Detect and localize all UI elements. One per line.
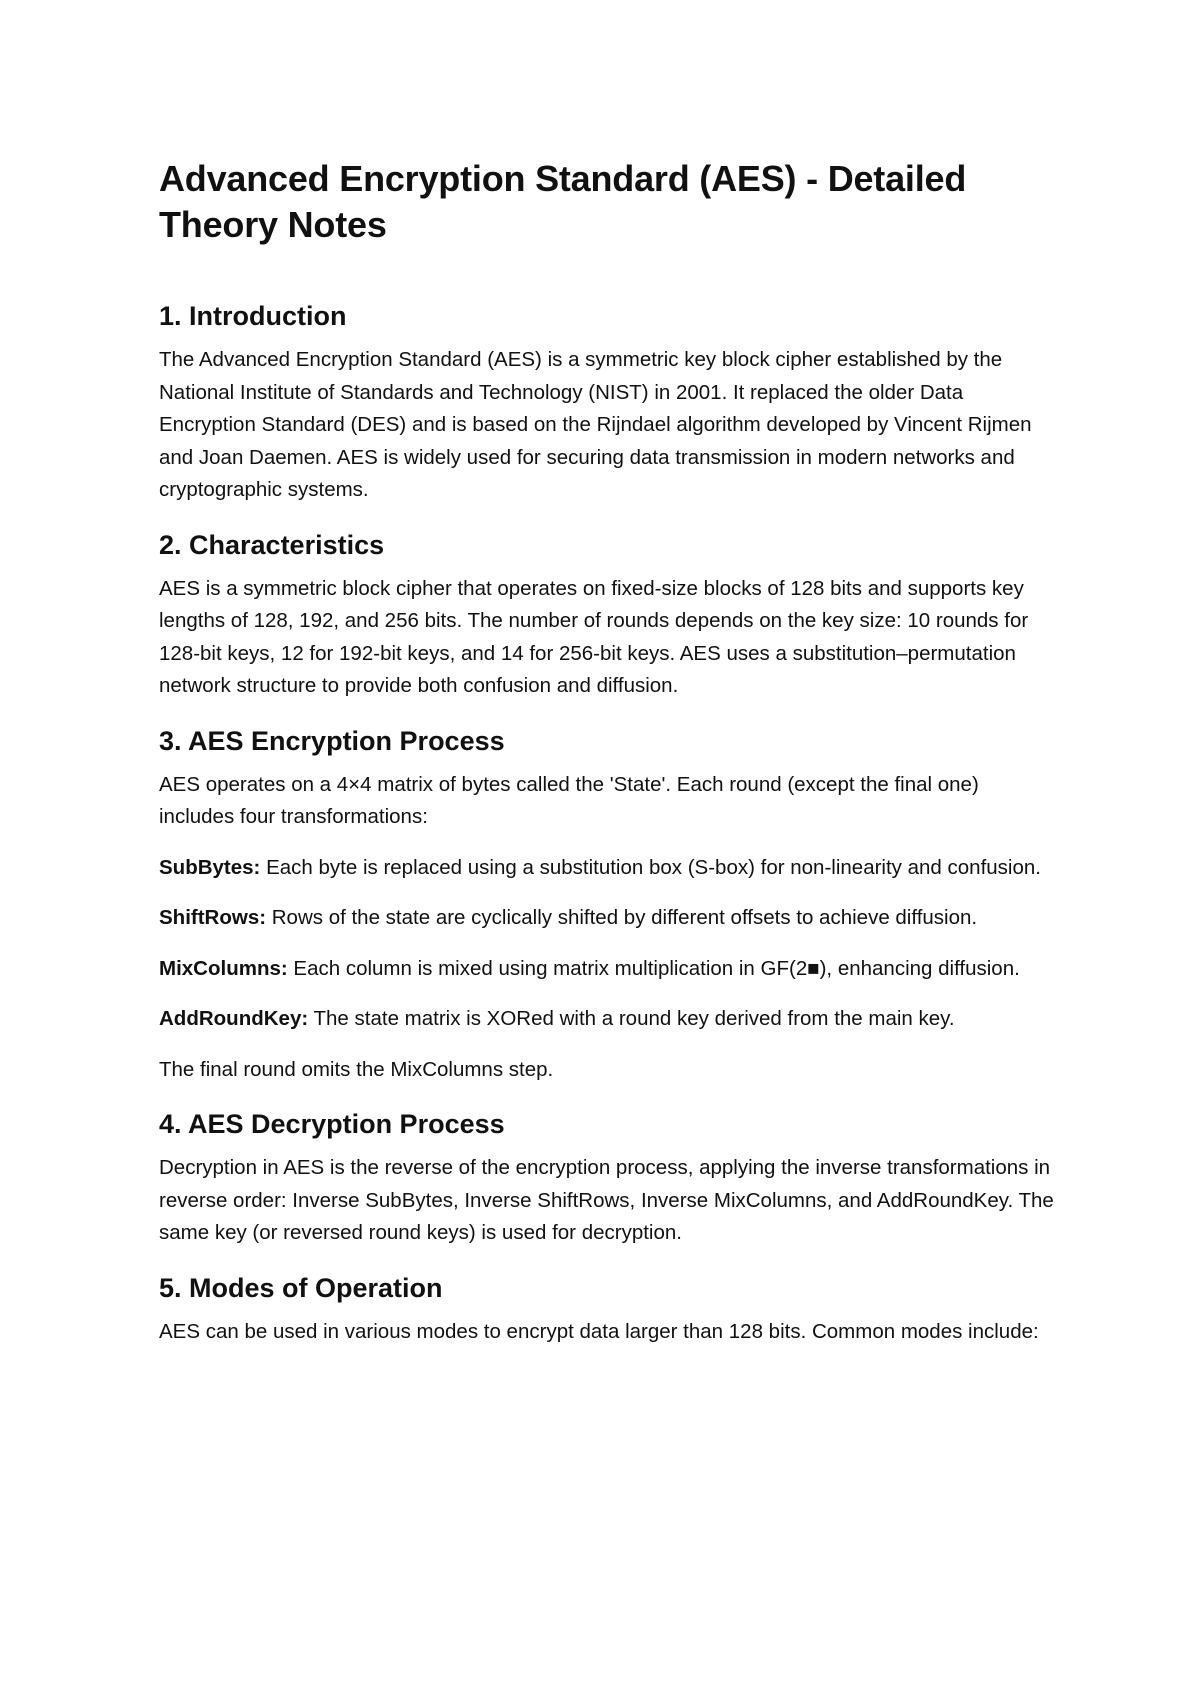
paragraph: The final round omits the MixColumns step. — [159, 1057, 554, 1081]
step-term: ShiftRows: — [159, 906, 267, 929]
section-heading: 4. AES Decryption Process — [159, 1109, 505, 1139]
step-text: Rows of the state are cyclically shifted by different offsets to achieve diffusion. — [266, 906, 978, 929]
step-term: SubBytes: — [159, 855, 261, 879]
section-heading: 2. Characteristics — [159, 529, 385, 560]
paragraph: AES can be used in various modes to encrypt data larger than 128 bits. Common modes include: — [159, 1319, 1039, 1343]
document-page — [159, 156, 1059, 1370]
paragraph: Decryption in AES is the reverse of the encryption process, applying the inverse transformations in reverse order: Inverse SubBytes, Inverse ShiftRows, Inverse MixColumns, and AddRoundKey. The same key (or reversed round keys) is used for decryption. — [159, 1156, 1054, 1244]
section-encryption-process — [159, 725, 1059, 1087]
step-text: Each column is mixed using matrix multiplication in GF(2■), enhancing diffusion. — [287, 956, 1020, 980]
step-text: The state matrix is XORed with a round key derived from the main key. — [308, 1007, 955, 1030]
step-text: Each byte is replaced using a substitution box (S-box) for non-linearity and confusion. — [260, 855, 1041, 879]
section-heading: 3. AES Encryption Process — [159, 725, 505, 756]
step-term: MixColumns: — [159, 956, 288, 980]
paragraph: AES is a symmetric block cipher that operates on fixed-size blocks of 128 bits and supports key lengths of 128, 192, and 256 bits. The number of rounds depends on the key size: 10 rounds for 128-bit keys, 12 for 192-bit keys, and 14 for 256-bit keys. AES uses a substitution–permutation network structure to provide both confusion and diffusion. — [159, 576, 1029, 697]
step-shiftrows — [159, 902, 1059, 935]
step-subbytes — [159, 852, 1059, 885]
paragraph: The Advanced Encryption Standard (AES) is a symmetric key block cipher established by the National Institute of Standards and Technology (NIST) in 2001. It replaced the older Data Encryption Standard (DES) and is based on the Rijndael algorithm developed by Vincent Rijmen and Joan Daemen. AES is widely used for securing data transmission in modern networks and cryptographic systems. — [159, 348, 1032, 501]
section-decryption-process — [159, 1108, 1059, 1250]
section-modes-of-operation — [159, 1272, 1059, 1349]
paragraph: AES operates on a 4×4 matrix of bytes called the 'State'. Each round (except the final one) includes four transformations: — [159, 772, 979, 828]
section-heading: 5. Modes of Operation — [159, 1272, 443, 1303]
section-introduction — [159, 300, 1059, 507]
section-characteristics — [159, 529, 1059, 703]
step-term: AddRoundKey: — [159, 1007, 309, 1030]
step-addroundkey — [159, 1003, 1059, 1036]
document-title: Advanced Encryption Standard (AES) - Detailed Theory Notes — [159, 158, 967, 245]
section-heading: 1. Introduction — [159, 301, 347, 331]
step-mixcolumns — [159, 953, 1059, 986]
